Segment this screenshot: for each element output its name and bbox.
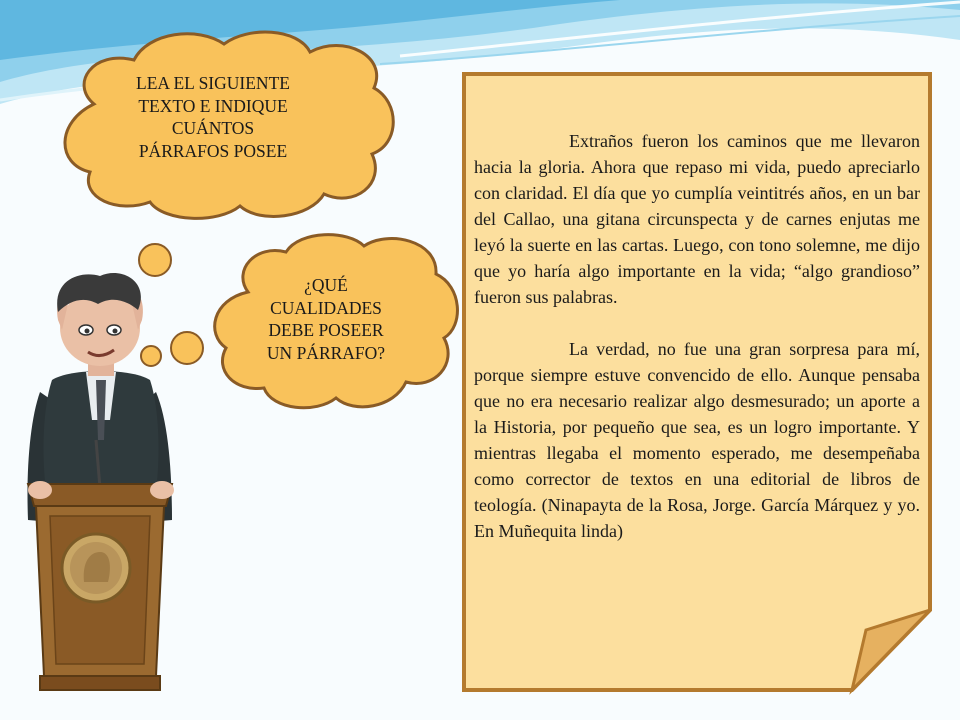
- cloud-top-line: CUÁNTOS: [171, 118, 255, 138]
- note-text: [474, 128, 920, 544]
- cloud-bottom-line: CUALIDADES: [270, 297, 382, 318]
- cloud-bottom-line: UN PÁRRAFO?: [266, 342, 386, 363]
- cloud-bottom-line: DEBE POSEER: [268, 320, 384, 340]
- cloud-top-line: TEXTO E INDIQUE: [138, 95, 288, 116]
- cloud-bottom-line: ¿QUÉ: [304, 275, 348, 295]
- note-paragraph: Extraños fueron los caminos que me llevaron hacia la gloria. Ahora que repaso mi vida, puedo apreciarlo con claridad. El día que yo cumplía veintitrés años, en un bar del Callao, una gitana circunspecta y de carnes enjutas me leyó la suerte en las cartas. Luego, con tono solemne, me dijo que yo haría algo importante en la vida; “algo grandioso” fueron sus palabras.: [474, 131, 920, 307]
- cloud-top-line: PÁRRAFOS POSEE: [138, 140, 288, 161]
- cloud-top-line: LEA EL SIGUIENTE: [136, 73, 290, 93]
- note-paragraph: La verdad, no fue una gran sorpresa para mí, porque siempre estuve convencido de ello. Aunque pensaba que no era necesario realizar algo desmesurado; un aporte a la Historia, por pequeño que sea, es un logro importante. Y mientras llegaba el momento esperado, me desempeñaba como corrector de textos en una editorial de libros de teología. (Ninapayta de la Rosa, Jorge. García Márquez y yo. En Muñequita linda): [474, 339, 920, 541]
- speaker-illustration: [0, 0, 260, 720]
